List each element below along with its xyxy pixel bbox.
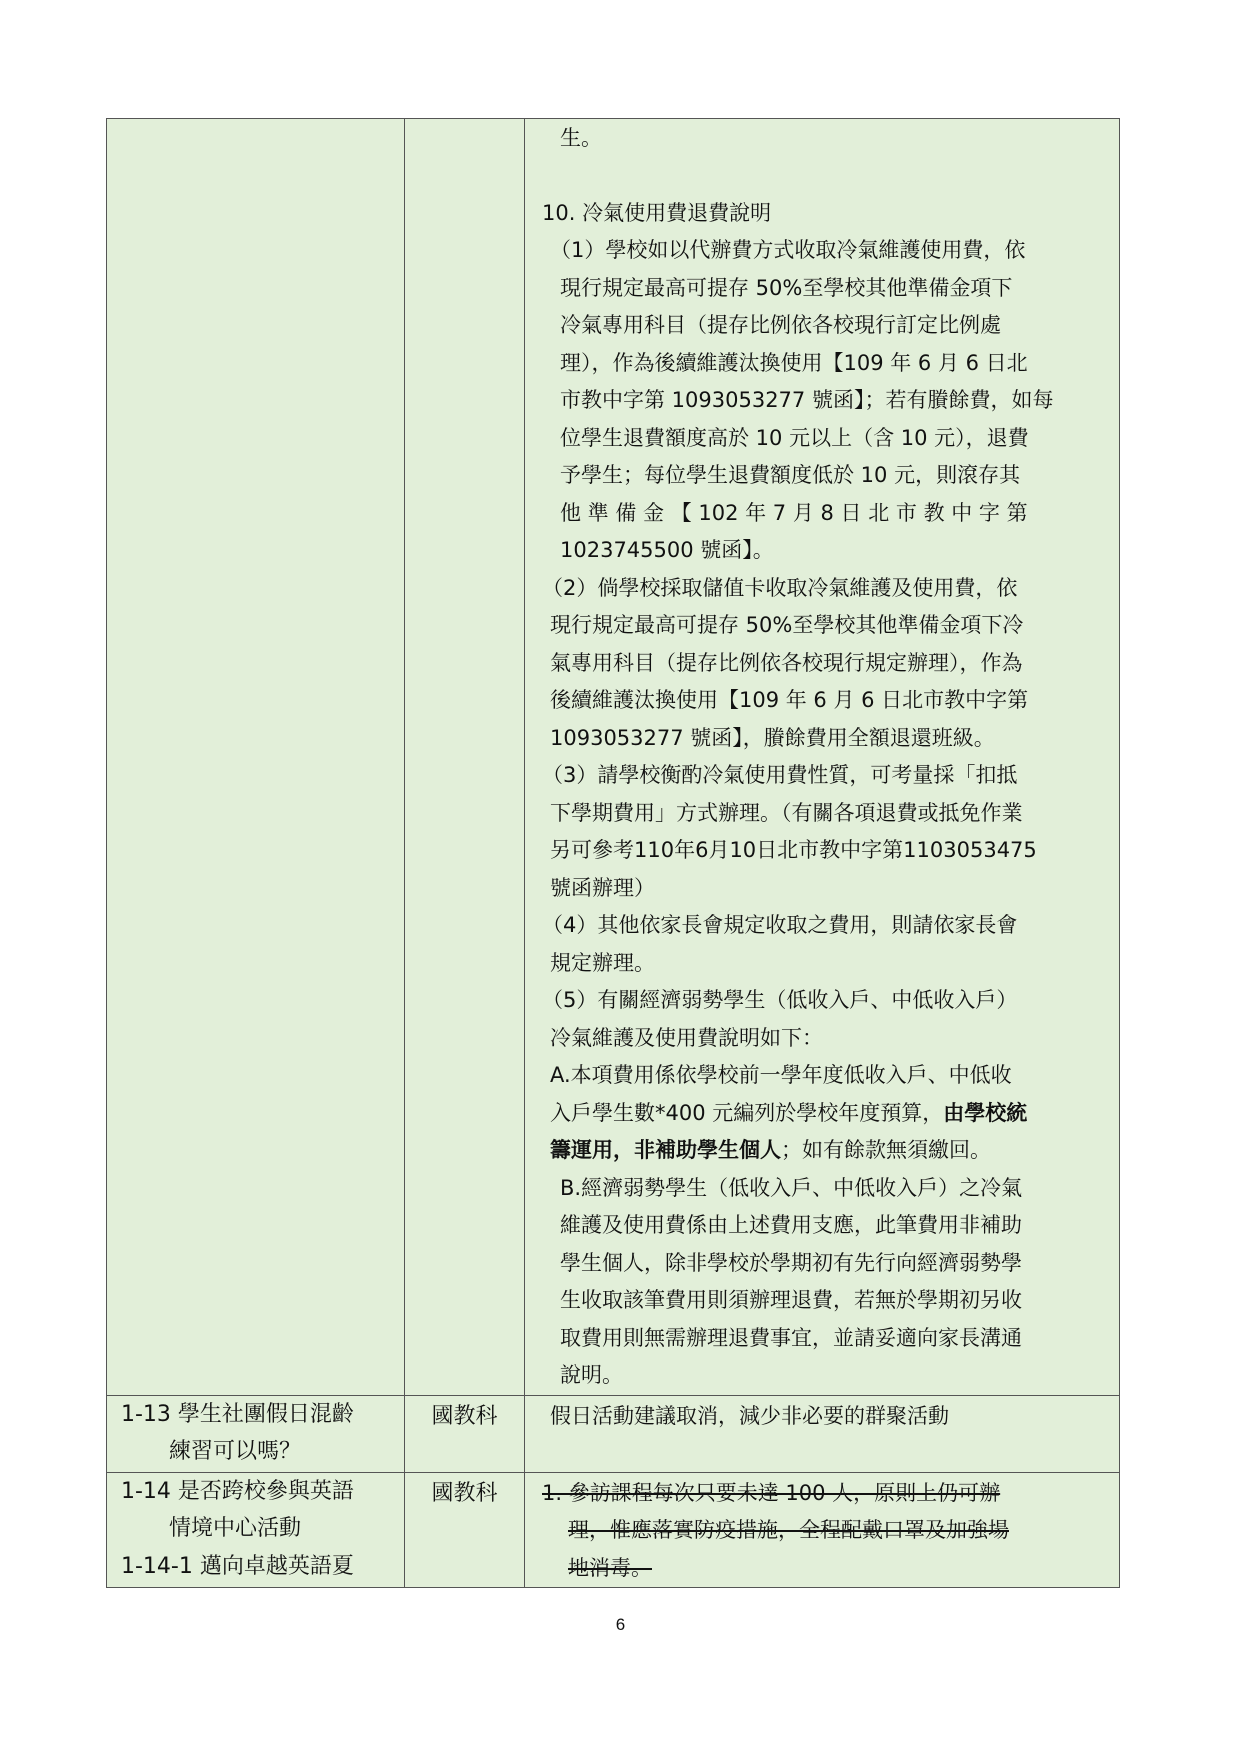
answer-line <box>525 1095 1119 1133</box>
answer-line: （4）其他依家長會規定收取之費用，則請依家長會 <box>542 913 1018 937</box>
answer-line: 下學期費用」方式辦理。（有關各項退費或抵免作業 <box>550 800 1023 825</box>
question-cell <box>107 1395 405 1472</box>
question-cell <box>107 1472 405 1588</box>
answer-line: 規定辦理。 <box>550 950 655 975</box>
blank-line <box>525 158 1119 195</box>
answer-line: 說明。 <box>560 1363 623 1387</box>
answer-cell <box>525 1472 1120 1588</box>
answer-line: （3）請學校衡酌冷氣使用費性質，可考量採「扣抵 <box>542 763 1018 787</box>
question-cell-empty <box>107 119 405 1396</box>
question-text: 練習可以嗎？ <box>169 1439 302 1464</box>
table-row <box>107 119 1120 1396</box>
question-text: 1-14-1 邁向卓越英語夏 <box>121 1553 354 1579</box>
dept-label: 國教科 <box>431 1480 498 1506</box>
answer-bold-text: 籌運用，非補助學生個人 <box>550 1138 781 1162</box>
answer-line: 生。 <box>560 126 602 150</box>
answer-line: 氣專用科目（提存比例依各校現行規定辦理），作為 <box>550 650 1023 675</box>
answer-line <box>525 1132 1119 1170</box>
answer-line-struck: 理，惟應落實防疫措施，全程配戴口罩及加強場 <box>568 1518 1009 1542</box>
answer-line: 市教中字第 1093053277 號函】；若有賸餘費，如每 <box>560 388 1054 412</box>
answer-line: 假日活動建議取消，減少非必要的群聚活動 <box>550 1403 949 1428</box>
qa-table <box>106 118 1120 1588</box>
answer-text: 入戶學生數*400 元編列於學校年度預算， <box>550 1100 944 1125</box>
answer-line: 1023745500 號函】。 <box>560 538 774 562</box>
answer-line: 學生個人，除非學校於學期初有先行向經濟弱勢學 <box>560 1250 1022 1275</box>
answer-line: 1093053277 號函】，賸餘費用全額退還班級。 <box>550 725 995 750</box>
dept-cell-empty <box>405 119 525 1396</box>
answer-line: 冷氣維護及使用費說明如下： <box>550 1025 823 1050</box>
answer-line: 後續維護汰換使用【109 年 6 月 6 日北市教中字第 <box>550 688 1029 712</box>
answer-bold-text: 由學校統 <box>943 1100 1028 1125</box>
answer-line: 位學生退費額度高於 10 元以上（含 10 元），退費 <box>560 425 1029 450</box>
question-text: 情境中心活動 <box>169 1516 302 1541</box>
dept-cell <box>405 1472 525 1588</box>
question-text: 1-14 是否跨校參與英語 <box>121 1478 354 1504</box>
answer-line: 冷氣專用科目（提存比例依各校現行訂定比例處 <box>560 313 1001 337</box>
answer-line: 他 準 備 金 【 102 年 7 月 8 日 北 市 教 中 字 第 <box>560 500 1028 525</box>
answer-line: 生收取該筆費用則須辦理退費，若無於學期初另收 <box>560 1288 1022 1312</box>
dept-label: 國教科 <box>431 1403 498 1429</box>
answer-line: A.本項費用係依學校前一學年度低收入戶、中低收 <box>550 1063 1012 1087</box>
answer-line: 維護及使用費係由上述費用支應，此筆費用非補助 <box>560 1213 1022 1237</box>
answer-line: 予學生；每位學生退費額度低於 10 元，則滾存其 <box>560 463 1021 487</box>
answer-line: B.經濟弱勢學生（低收入戶、中低收入戶）之冷氣 <box>560 1175 1023 1200</box>
section-heading: 10. 冷氣使用費退費說明 <box>542 200 772 225</box>
table-row <box>107 1472 1120 1588</box>
answer-line: 另可參考110年6月10日北市教中字第1103053475 <box>550 838 1037 862</box>
answer-line: 取費用則無需辦理退費事宜，並請妥適向家長溝通 <box>560 1325 1022 1350</box>
question-text: 1-13 學生社團假日混齡 <box>121 1401 354 1427</box>
answer-text: ；如有餘款無須繳回。 <box>781 1138 991 1162</box>
answer-line: （2）倘學校採取儲值卡收取冷氣維護及使用費，依 <box>542 575 1018 600</box>
answer-cell <box>525 119 1120 1396</box>
answer-line: 號函辦理） <box>550 875 655 900</box>
answer-line: （1）學校如以代辦費方式收取冷氣維護使用費，依 <box>550 238 1026 262</box>
answer-line-struck: 1. 參訪課程每次只要未達 100 人，原則上仍可辦 <box>542 1480 1001 1505</box>
answer-line-struck: 地消毒。 <box>568 1555 652 1580</box>
answer-cell <box>525 1395 1120 1472</box>
dept-cell <box>405 1395 525 1472</box>
answer-line: 現行規定最高可提存 50%至學校其他準備金項下冷 <box>550 613 1024 637</box>
answer-line: 理），作為後續維護汰換使用【109 年 6 月 6 日北 <box>560 350 1028 375</box>
answer-line: （5）有關經濟弱勢學生（低收入戶、中低收入戶） <box>542 988 1018 1012</box>
page-number: 6 <box>615 1615 626 1634</box>
table-row <box>107 1395 1120 1472</box>
answer-line: 現行規定最高可提存 50%至學校其他準備金項下 <box>560 275 1013 300</box>
